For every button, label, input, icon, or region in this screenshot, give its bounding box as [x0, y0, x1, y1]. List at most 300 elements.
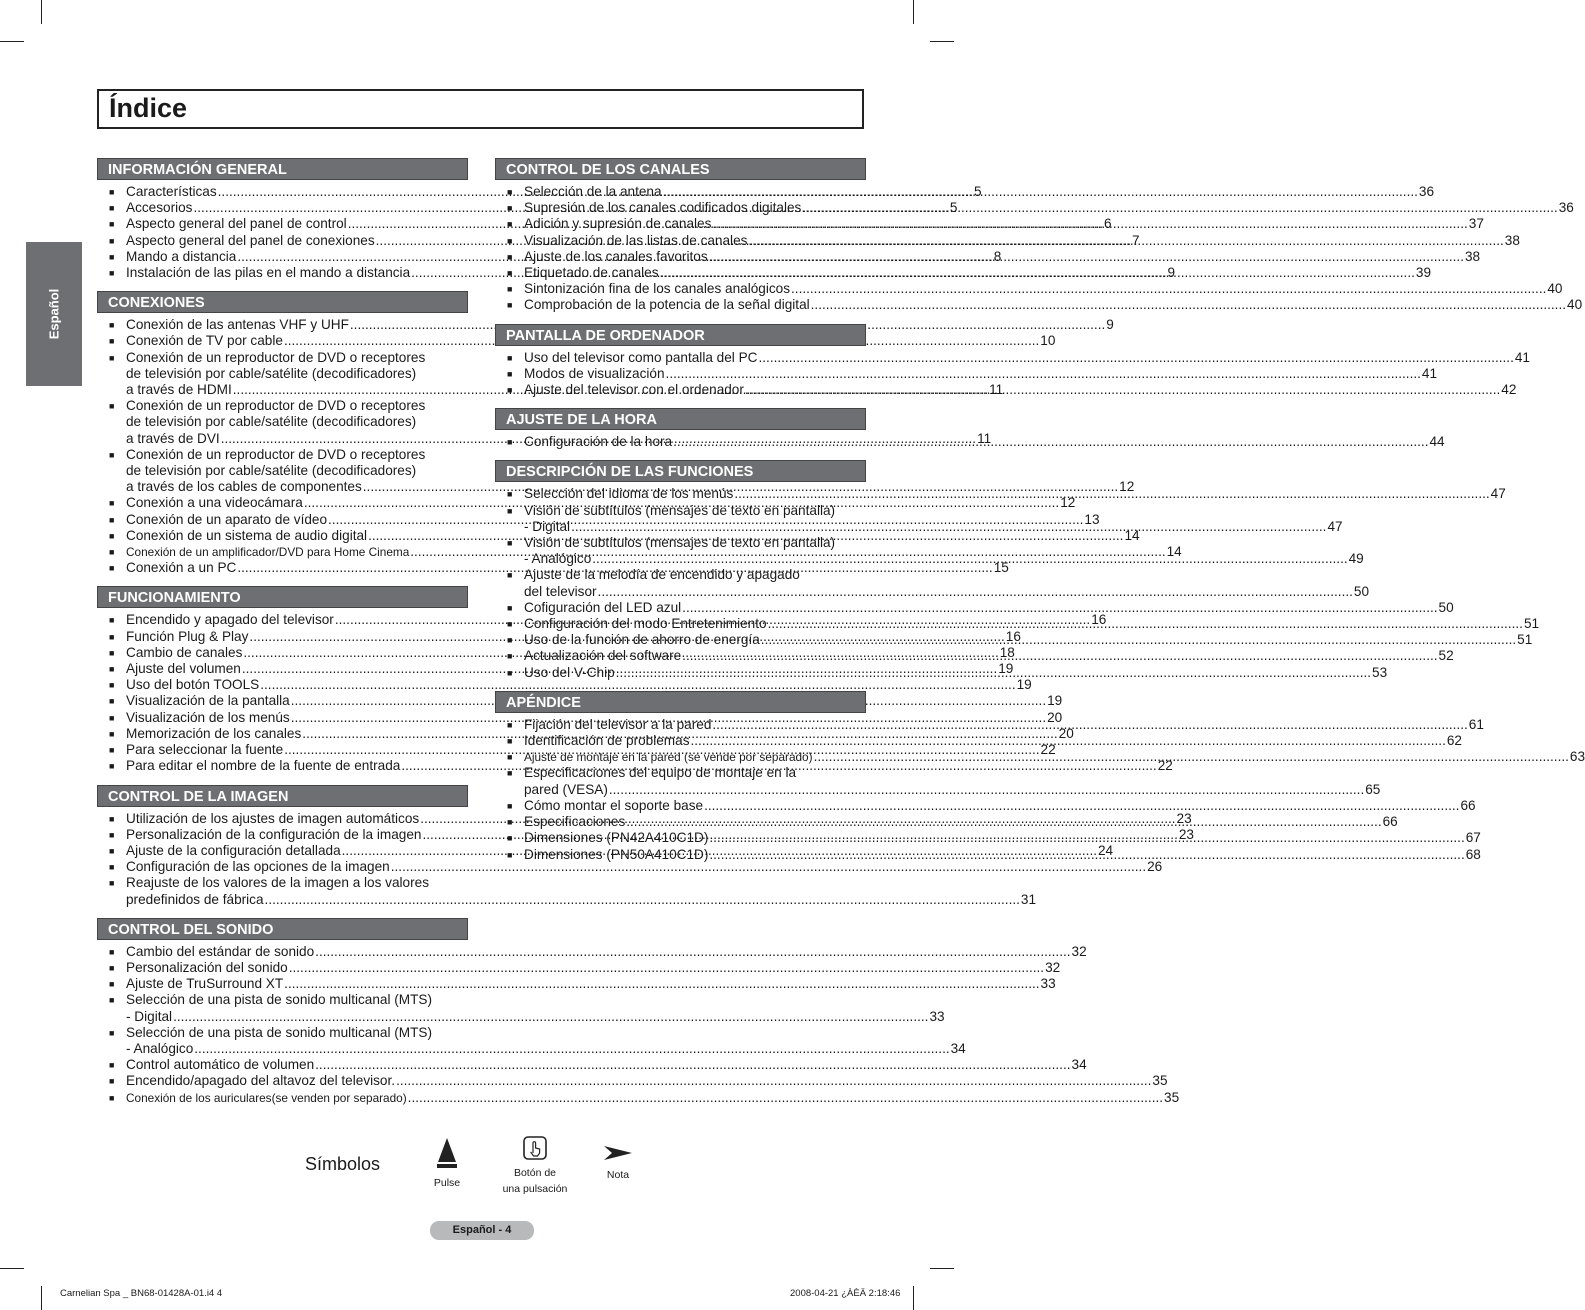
title-box [97, 89, 864, 129]
entry-title: a través de HDMI [126, 382, 232, 398]
entry-title: - Digital [524, 518, 571, 534]
toc-entry-line [126, 1009, 945, 1025]
entry-title: Configuración del modo Entretenimiento [524, 616, 767, 632]
toc-entry-text [524, 216, 1484, 232]
toc-entry-line [524, 648, 1454, 664]
toc-entry-text [524, 535, 1364, 567]
entry-title: Conexión de los auriculares(se venden por separado) [126, 1090, 407, 1105]
symbols-legend [305, 1136, 665, 1206]
entry-title: Conexión de un reproductor de DVD o receptores [126, 398, 426, 414]
bullet-icon: ■ [507, 437, 513, 448]
toc-entry-line [126, 960, 1060, 976]
page-number: 7 [1132, 232, 1140, 248]
page-number: 53 [1372, 664, 1388, 680]
dot-leader [802, 200, 1557, 216]
page-number: 51 [1523, 616, 1540, 632]
page-number: 47 [1490, 486, 1506, 502]
entry-title: de televisión por cable/satélite (decodificadores) [126, 365, 417, 381]
bullet-icon: ■ [507, 187, 513, 197]
entry-title: Ajuste de la melodía de encendido y apagado [524, 567, 800, 583]
page-number: 11 [989, 382, 1004, 398]
dot-leader [315, 1057, 1070, 1073]
entry-title: Cambio del estándar de sonido [126, 943, 315, 959]
press-symbol [427, 1136, 467, 1191]
toc-entry-line [524, 382, 1516, 398]
bullet-icon: ■ [109, 530, 115, 541]
toc-entry [495, 232, 1520, 249]
entry-title: predefinidos de fábrica [126, 891, 264, 907]
toc-entry-line [524, 297, 1582, 313]
toc-entry [97, 317, 1114, 333]
bullet-icon: ■ [507, 284, 513, 295]
entry-title: Cambio de canales [126, 644, 243, 660]
one-touch-button-icon [523, 1136, 547, 1160]
entry-title: Actualización del software [524, 648, 682, 664]
page-number: 68 [1465, 846, 1481, 862]
entry-title: Conexión de un reproductor de DVD o receptores [126, 349, 426, 365]
dot-leader [691, 733, 1446, 749]
entry-title: Utilización de los ajustes de imagen automáticos [126, 810, 420, 826]
entry-title: Conexión de un aparato de vídeo [126, 511, 328, 527]
dot-leader [734, 486, 1489, 502]
toc-entry-line [524, 216, 1484, 232]
toc-entry-text [524, 350, 1530, 366]
bullet-icon: ■ [109, 979, 115, 990]
dot-leader [712, 717, 1467, 733]
one-touch-symbol [495, 1136, 575, 1197]
entry-title: Visualización de los menús [126, 709, 290, 725]
entry-title: Personalización del sonido [126, 959, 288, 975]
entry-title: Control automático de volumen [126, 1057, 315, 1073]
toc-entry-line [126, 1057, 1087, 1073]
page-number: 13 [1084, 511, 1100, 527]
entry-title: Para editar el nombre de la fuente de entrada [126, 758, 401, 774]
toc-entry-text [524, 249, 1480, 265]
toc-entry-line [524, 434, 1445, 450]
toc-entry-line [524, 200, 1574, 216]
dot-leader [811, 297, 1566, 313]
toc-entry-line [524, 551, 1364, 567]
toc-entry-line [524, 486, 1506, 502]
entry-title: Adición y supresión de canales [524, 216, 712, 232]
page-number: 10 [1040, 333, 1056, 349]
page-number: 22 [1040, 742, 1056, 758]
page-number: 38 [1464, 248, 1481, 264]
toc-entry-line [126, 944, 1087, 960]
toc-entry-line [524, 665, 1387, 681]
bullet-icon: ■ [507, 752, 513, 763]
entry-title: Aspecto general del panel de conexiones [126, 232, 375, 248]
bullet-icon: ■ [109, 251, 115, 262]
entry-title: pared (VESA) [524, 781, 608, 797]
dot-leader [768, 616, 1523, 632]
dot-leader [712, 216, 1467, 232]
toc-entry-line [524, 584, 1369, 600]
page-number: 36 [1418, 184, 1435, 199]
page-number: 20 [1047, 709, 1063, 725]
section-heading: CONTROL DE LOS CANALES [495, 158, 866, 180]
toc-entry [97, 1057, 1087, 1073]
page-number: 52 [1438, 648, 1454, 664]
toc-entry-text [524, 717, 1484, 733]
page-number: 6 [1104, 216, 1112, 232]
entry-title: Función Plug & Play [126, 628, 249, 644]
entry-title: Aspecto general del panel de control [126, 216, 347, 232]
section-heading: PANTALLA DE ORDENADOR [495, 324, 866, 346]
entry-title: Selección de una pista de sonido multicanal (MTS) [126, 992, 433, 1008]
bullet-icon: ■ [109, 696, 115, 707]
dot-leader [598, 584, 1353, 600]
bullet-icon: ■ [507, 489, 513, 500]
page-number: 16 [1005, 628, 1021, 644]
section-heading: CONTROL DE LA IMAGEN [97, 785, 468, 807]
entry-title: Configuración de las opciones de la imagen [126, 859, 390, 875]
bullet-icon: ■ [109, 352, 115, 363]
entry-title: Memorización de los canales [126, 725, 302, 741]
entry-title: a través de los cables de componentes [126, 479, 362, 495]
entry-title: Conexión a una videocámara [126, 495, 303, 511]
entry-title: del televisor [524, 583, 597, 599]
entry-title: Cofiguración del LED azul [524, 599, 682, 615]
toc-entry-line [524, 814, 1398, 830]
entry-title: Reajuste de los valores de la imagen a los valores [126, 875, 430, 891]
page-number: 66 [1382, 814, 1398, 830]
language-label: Español [46, 288, 62, 340]
entry-title: Uso del botón TOOLS [126, 677, 260, 693]
entry-title: Accesorios [126, 200, 193, 216]
entry-title: Selección del idioma de los menús [524, 486, 734, 502]
dot-leader [709, 249, 1464, 265]
toc-entry-line [126, 875, 1036, 891]
toc-entry-text [524, 567, 1369, 599]
toc-entry-text [524, 798, 1476, 814]
note-symbol [595, 1144, 641, 1183]
bullet-icon: ■ [109, 946, 115, 957]
bullet-icon: ■ [507, 736, 513, 747]
bullet-icon: ■ [109, 219, 115, 230]
toc-entry-line [524, 616, 1539, 632]
page-number: 9 [1106, 317, 1114, 333]
toc-entry-line [524, 567, 1369, 583]
entry-title: Encendido y apagado del televisor [126, 612, 334, 628]
page-number: 19 [998, 661, 1014, 677]
bullet-icon: ■ [109, 631, 115, 642]
bullet-icon: ■ [507, 800, 513, 811]
dot-leader [592, 551, 1347, 567]
crop-mark [0, 1268, 24, 1269]
toc-entry [495, 248, 1481, 265]
toc-entry-line [524, 249, 1480, 265]
entry-title: de televisión por cable/satélite (decodificadores) [126, 463, 417, 479]
dot-leader [704, 798, 1459, 814]
entry-title: Supresión de los canales codificados digitales [524, 200, 802, 216]
toc-entry [495, 184, 1435, 200]
page-number: 14 [1124, 527, 1140, 543]
bullet-icon: ■ [109, 1027, 115, 1038]
toc-entry [495, 349, 1530, 366]
page-number: 5 [949, 200, 958, 216]
bullet-icon: ■ [507, 251, 513, 262]
page-number: 24 [1098, 842, 1114, 858]
bullet-icon: ■ [109, 962, 115, 973]
page-number: 34 [1071, 1057, 1087, 1073]
page-number: 63 [1569, 749, 1585, 765]
bullet-icon: ■ [109, 187, 115, 197]
bullet-icon: ■ [109, 1092, 115, 1103]
bullet-icon: ■ [109, 745, 115, 756]
bullet-icon: ■ [507, 619, 513, 630]
page-number: 12 [1119, 479, 1135, 495]
bullet-icon: ■ [507, 352, 513, 363]
toc-entry-line [126, 992, 945, 1008]
toc-entry-line [524, 366, 1437, 382]
entry-title: Identificación de problemas [524, 733, 690, 749]
toc-entry-text [524, 434, 1445, 450]
page-number: 32 [1045, 959, 1061, 975]
toc-entry [495, 599, 1454, 616]
bullet-icon: ■ [507, 602, 513, 613]
page-number: 8 [993, 248, 1002, 264]
bullet-icon: ■ [507, 817, 513, 828]
section-heading: DESCRIPCIÓN DE LAS FUNCIONES [495, 460, 866, 482]
bullet-icon: ■ [507, 300, 513, 311]
toc-entry [495, 365, 1438, 382]
bullet-icon: ■ [109, 1060, 115, 1071]
toc-entry-text [524, 233, 1520, 249]
dot-leader [814, 749, 1569, 765]
one-touch-label-1: Botón de [513, 1167, 557, 1179]
entry-title: Instalación de las pilas en el mando a distancia [126, 265, 411, 281]
bullet-icon: ■ [109, 878, 115, 889]
section-heading: CONTROL DEL SONIDO [97, 918, 468, 940]
bullet-icon: ■ [109, 1076, 115, 1087]
page-number: 41 [1514, 349, 1530, 365]
dot-leader [663, 184, 1418, 200]
bullet-icon: ■ [507, 368, 513, 379]
page-number: 47 [1327, 518, 1343, 534]
entry-title: Especificaciones [524, 814, 626, 830]
toc-entry-line [126, 1073, 1168, 1089]
toc-entry-text [524, 486, 1506, 502]
toc-entry-text [524, 648, 1454, 664]
bullet-icon: ■ [507, 570, 513, 581]
dot-leader [616, 665, 1371, 681]
toc-entry [495, 297, 1583, 313]
toc-entry-text [524, 765, 1380, 797]
toc-entry-line [524, 350, 1530, 366]
toc-entry-line [524, 782, 1380, 798]
dot-leader [173, 1009, 928, 1025]
toc-entry-text [524, 281, 1563, 297]
toc-entry-line [524, 717, 1484, 733]
section-heading: CONEXIONES [97, 291, 468, 313]
toc-entry [97, 992, 945, 1024]
dot-leader [709, 830, 1464, 846]
toc-entry [97, 677, 1032, 693]
toc-entry [97, 1089, 1180, 1106]
bullet-icon: ■ [507, 768, 513, 779]
page-number: 44 [1429, 434, 1445, 450]
page-number: 16 [1091, 612, 1107, 628]
page-number: 12 [1060, 495, 1076, 511]
toc-entry-line [126, 892, 1036, 908]
dot-leader [284, 976, 1039, 992]
entry-title: Ajuste del televisor con el ordenador [524, 382, 744, 398]
dot-leader [758, 350, 1513, 366]
crop-mark [41, 1286, 42, 1310]
page-number: 32 [1071, 943, 1087, 959]
bullet-icon: ■ [109, 449, 115, 460]
page-number: 42 [1501, 382, 1517, 398]
bullet-icon: ■ [109, 498, 115, 509]
page-number: 66 [1460, 797, 1476, 813]
page-number: 19 [1047, 693, 1063, 709]
page-number: 37 [1468, 216, 1484, 232]
entry-title: Ajuste de TruSurround XT [126, 976, 284, 992]
toc-entry-line [524, 749, 1585, 765]
page-number: 67 [1465, 830, 1481, 846]
page-number-badge: Español - 4 [430, 1221, 534, 1240]
page-number: 9 [1167, 265, 1176, 281]
page-number: 35 [1152, 1073, 1168, 1089]
toc-section [97, 918, 1180, 1106]
toc-entry-text [524, 814, 1398, 830]
entry-title: a través de DVI [126, 430, 220, 446]
dot-leader [791, 281, 1546, 297]
entry-title: Conexión de TV por cable [126, 333, 283, 349]
entry-title: Visión de subtítulos (mensajes de texto en pantalla) [524, 535, 836, 551]
entry-title: Ajuste del volumen [126, 661, 241, 677]
bullet-icon: ■ [109, 862, 115, 873]
toc-entry-text [524, 830, 1481, 846]
toc-entry-line [524, 765, 1380, 781]
bullet-icon: ■ [507, 667, 513, 678]
entry-title: - Analógico [524, 551, 592, 567]
page-number: 31 [1020, 891, 1037, 907]
toc-entry-text [524, 265, 1431, 281]
language-side-tab [26, 242, 82, 386]
toc-entry [97, 959, 1061, 976]
entry-title: Mando a distancia [126, 248, 237, 264]
page-number: 22 [1157, 758, 1173, 774]
toc-entry-text [524, 600, 1454, 616]
toc-section [495, 158, 1583, 314]
page-number: 35 [1164, 1089, 1180, 1105]
page-number: 51 [1517, 632, 1533, 648]
toc-entry-line [524, 847, 1481, 863]
dot-leader [265, 892, 1020, 908]
page-number: 49 [1348, 551, 1364, 567]
toc-entry-text [524, 616, 1539, 632]
toc-entry-line [126, 1090, 1179, 1106]
page-number: 41 [1421, 365, 1438, 381]
toc-entry-line [126, 1025, 966, 1041]
toc-entry [97, 875, 1037, 907]
toc-entry-text [524, 733, 1462, 749]
toc-entry-text [524, 503, 1343, 535]
page-number: 15 [993, 560, 1009, 576]
toc-entry-text [126, 1057, 1087, 1073]
dot-leader [748, 233, 1503, 249]
section-heading: FUNCIONAMIENTO [97, 586, 468, 608]
crop-mark [930, 41, 954, 42]
bullet-icon: ■ [109, 761, 115, 772]
page-number: 62 [1446, 733, 1462, 749]
entry-title: - Analógico [126, 1040, 194, 1056]
dot-leader [315, 944, 1070, 960]
page-number: 23 [1178, 826, 1194, 842]
dot-leader [682, 600, 1437, 616]
symbols-title: Símbolos [305, 1154, 381, 1174]
toc-entry [495, 200, 1574, 216]
page-number: 65 [1365, 781, 1381, 797]
bullet-icon: ■ [507, 385, 513, 396]
toc-entry-line [126, 976, 1056, 992]
dot-leader [745, 382, 1500, 398]
section-heading: APÉNDICE [495, 691, 866, 713]
bullet-icon: ■ [109, 235, 115, 246]
toc-entry-text [126, 960, 1060, 976]
page-number: 50 [1353, 583, 1370, 599]
dot-leader [194, 1041, 949, 1057]
file-info: Carnelian Spa _ BN68-01428A-01.i4 4 [60, 1288, 223, 1299]
dot-leader [709, 847, 1464, 863]
entry-title: Sintonización fina de los canales analógicos [524, 281, 791, 297]
crop-mark [913, 1286, 914, 1310]
print-timestamp: 2008-04-21 ¿ÀÈÄ 2:18:46 [790, 1288, 901, 1299]
toc-entry-line [524, 535, 1364, 551]
bullet-icon: ■ [109, 615, 115, 626]
bullet-icon: ■ [109, 813, 115, 824]
entry-title: Ajuste de montaje en la pared (se vende por separado) [524, 750, 813, 765]
toc-entry-line [524, 265, 1431, 281]
bullet-icon: ■ [109, 401, 115, 412]
toc-entry-line [524, 632, 1532, 648]
entry-title: Uso de la función de ahorro de energía [524, 632, 760, 648]
entry-title: Selección de una pista de sonido multicanal (MTS) [126, 1024, 433, 1040]
toc-entry-line [126, 1041, 966, 1057]
crop-mark [913, 0, 914, 24]
entry-title: Dimensiones (PN42A410C1D) [524, 830, 709, 846]
entry-title: Encendido/apagado del altavoz del televisor. [126, 1073, 396, 1089]
toc-entry-text [126, 1073, 1168, 1089]
dot-leader [289, 960, 1044, 976]
bullet-icon: ■ [507, 268, 513, 279]
page-number: 18 [999, 644, 1015, 660]
toc-entry-text [126, 1090, 1179, 1106]
toc-entry-text [524, 632, 1532, 648]
dot-leader [626, 814, 1381, 830]
toc-entry-text [524, 184, 1434, 200]
toc-entry [97, 859, 1163, 875]
bullet-icon: ■ [507, 235, 513, 246]
bullet-icon: ■ [507, 651, 513, 662]
bullet-icon: ■ [507, 538, 513, 549]
toc-entry-line [524, 503, 1343, 519]
entry-title: de televisión por cable/satélite (decodificadores) [126, 414, 417, 430]
press-icon [436, 1136, 458, 1170]
press-label: Pulse [433, 1177, 461, 1189]
note-arrow-icon [603, 1144, 633, 1162]
entry-title: Conexión de un amplificador/DVD para Home Cinema [126, 545, 410, 560]
page-number: 34 [950, 1040, 966, 1056]
toc-entry-line [524, 600, 1454, 616]
toc-entry-line [524, 184, 1434, 200]
bullet-icon: ■ [507, 635, 513, 646]
page-number: 61 [1468, 716, 1484, 732]
toc-entry-text [126, 1025, 966, 1057]
entry-title: Etiquetado de canales [524, 265, 659, 281]
